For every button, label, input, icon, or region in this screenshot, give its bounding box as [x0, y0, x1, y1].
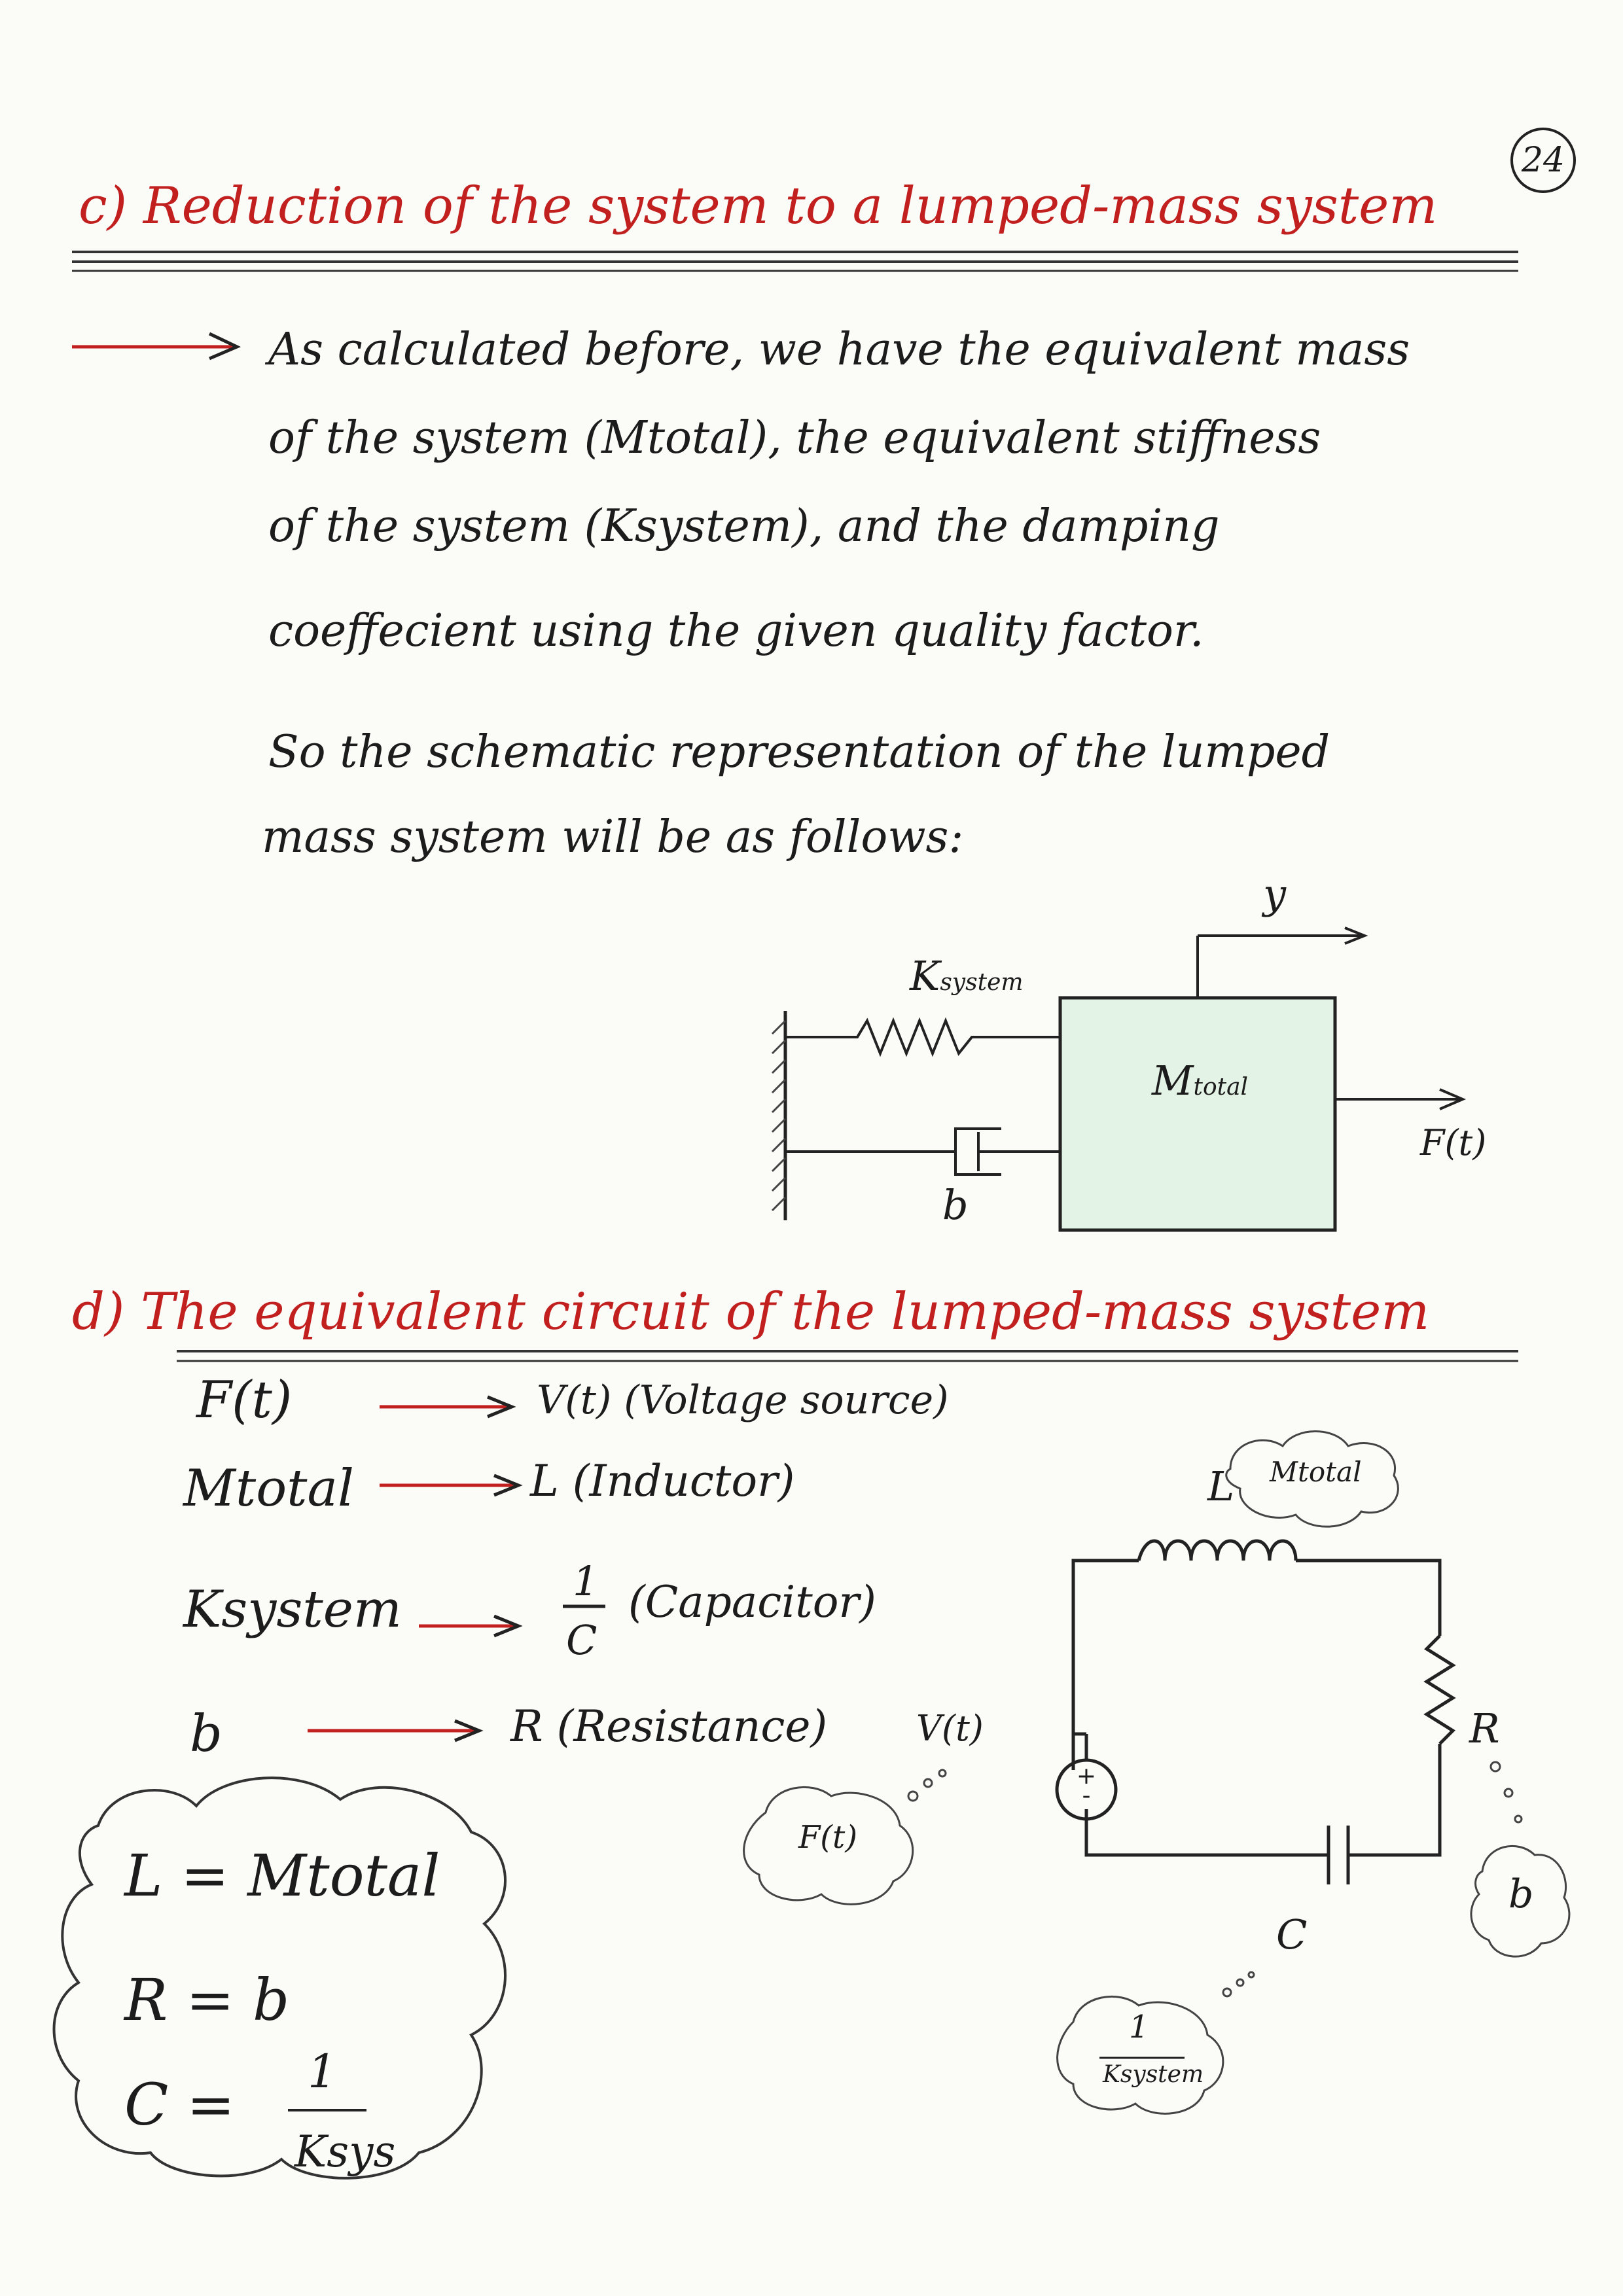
- mapping-fraction-denominator: C: [566, 1616, 597, 1664]
- displacement-label: y: [1263, 870, 1287, 918]
- mapping-right-resistance: R (Resistance): [510, 1701, 828, 1752]
- summary-fraction-numerator: 1: [308, 2045, 337, 2098]
- inductor-label: L: [1207, 1462, 1235, 1510]
- paragraph-line-2: of the system (Mtotal), the equivalent stiffness: [268, 412, 1321, 464]
- damper-label: b: [942, 1181, 969, 1229]
- inductor-coil: [1139, 1541, 1296, 1561]
- summary-equation-inductor: L = Mtotal: [124, 1842, 440, 1909]
- paragraph-line-1: As calculated before, we have the equivalent mass: [268, 324, 1410, 376]
- capacitor-bubble-numerator: 1: [1129, 2009, 1149, 2045]
- section-d-title: d) The equivalent circuit of the lumped-mass system: [72, 1282, 1430, 1341]
- resistor-zigzag: [1427, 1636, 1453, 1744]
- source-bubble-text: F(t): [798, 1819, 858, 1856]
- mapping-fraction-numerator: 1: [573, 1557, 599, 1605]
- resistor-bubble-text: b: [1508, 1871, 1534, 1917]
- mapping-right-inductor: L (Inductor): [530, 1456, 795, 1506]
- section-c-title: c) Reduction of the system to a lumped-mass system: [79, 177, 1438, 236]
- mapping-right-capacitor: (Capacitor): [628, 1577, 876, 1627]
- capacitor-bubble-denominator: Ksystem: [1103, 2061, 1204, 2088]
- source-polarity: + -: [1076, 1763, 1097, 1809]
- summary-equation-resistance: R = b: [124, 1966, 290, 2034]
- mapping-left-stiffness: Ksystem: [183, 1580, 402, 1639]
- inductor-bubble-text: Mtotal: [1270, 1456, 1362, 1488]
- paragraph-line-3: of the system (Ksystem), and the damping: [268, 501, 1220, 552]
- resistor-label: R: [1469, 1704, 1500, 1752]
- mass-label: Mtotal: [1152, 1057, 1249, 1104]
- page-number: 24: [1510, 128, 1576, 193]
- mapping-right-voltage: V(t) (Voltage source): [537, 1377, 949, 1423]
- mapping-left-mass: Mtotal: [183, 1459, 354, 1518]
- capacitor-label: C: [1276, 1911, 1308, 1958]
- spring-label: Ksystem: [910, 952, 1024, 1000]
- mapping-left-force: F(t): [196, 1371, 293, 1430]
- source-label: V(t): [916, 1708, 984, 1749]
- paragraph-line-4: coeffecient using the given quality factor.: [268, 605, 1204, 657]
- force-label: F(t): [1420, 1122, 1487, 1163]
- paragraph-line-5: So the schematic representation of the lumped: [268, 726, 1330, 778]
- summary-fraction-denominator: Ksys: [294, 2127, 396, 2177]
- paragraph-line-6: mass system will be as follows:: [262, 811, 964, 863]
- summary-equation-capacitor: C =: [124, 2071, 236, 2138]
- mapping-left-damping: b: [190, 1704, 223, 1763]
